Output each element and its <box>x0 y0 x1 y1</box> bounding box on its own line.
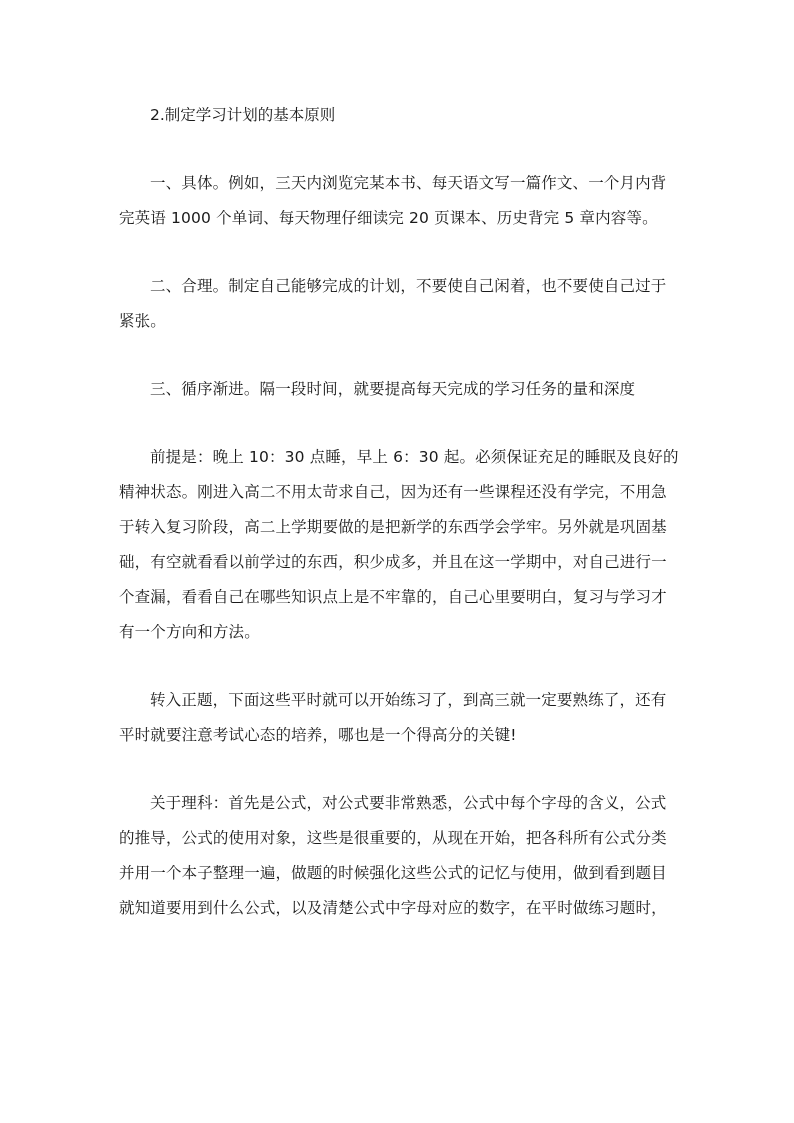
paragraph-science: 关于理科：首先是公式，对公式要非常熟悉，公式中每个字母的含义，公式的推导，公式的使用对象，这些是很重要的，从现在开始，把各科所有公式分类并用一个本子整理一遍，做题的时候强化这些公式的记忆与使用，做到看到题目就知道要用到什么公式，以及清楚公式中字母对应的数字，在平时做练习题时， <box>119 794 667 917</box>
document-body <box>119 98 679 959</box>
paragraph-premise: 前提是：晚上 10：30 点睡，早上 6：30 起。必须保证充足的睡眠及良好的精神状态。刚进入高二不用太苛求自己，因为还有一些课程还没有学完，不用急于转入复习阶段，高二上学期要做的是把新学的东西学会学牢。另外就是巩固基础，有空就看看以前学过的东西，积少成多，并且在这一学期中，对自己进行一个查漏，看看自己在哪些知识点上是不牢靠的，自己心里要明白，复习与学习才有一个方向和方法。 <box>119 448 679 641</box>
section-heading: 2.制定学习计划的基本原则 <box>150 106 336 124</box>
paragraph-gradual: 三、循序渐进。隔一段时间，就要提高每天完成的学习任务的量和深度 <box>150 380 636 398</box>
paragraph-specific: 一、具体。例如，三天内浏览完某本书、每天语文写一篇作文、一个月内背完英语 1000 个单词、每天物理仔细读完 20 页课本、历史背完 5 章内容等。 <box>119 174 667 227</box>
paragraph-main-topic: 转入正题，下面这些平时就可以开始练习了，到高三就一定要熟练了，还有平时就要注意考试心态的培养，哪也是一个得高分的关键! <box>119 691 667 744</box>
paragraph-reasonable: 二、合理。制定自己能够完成的计划，不要使自己闲着，也不要使自己过于紧张。 <box>119 277 667 330</box>
